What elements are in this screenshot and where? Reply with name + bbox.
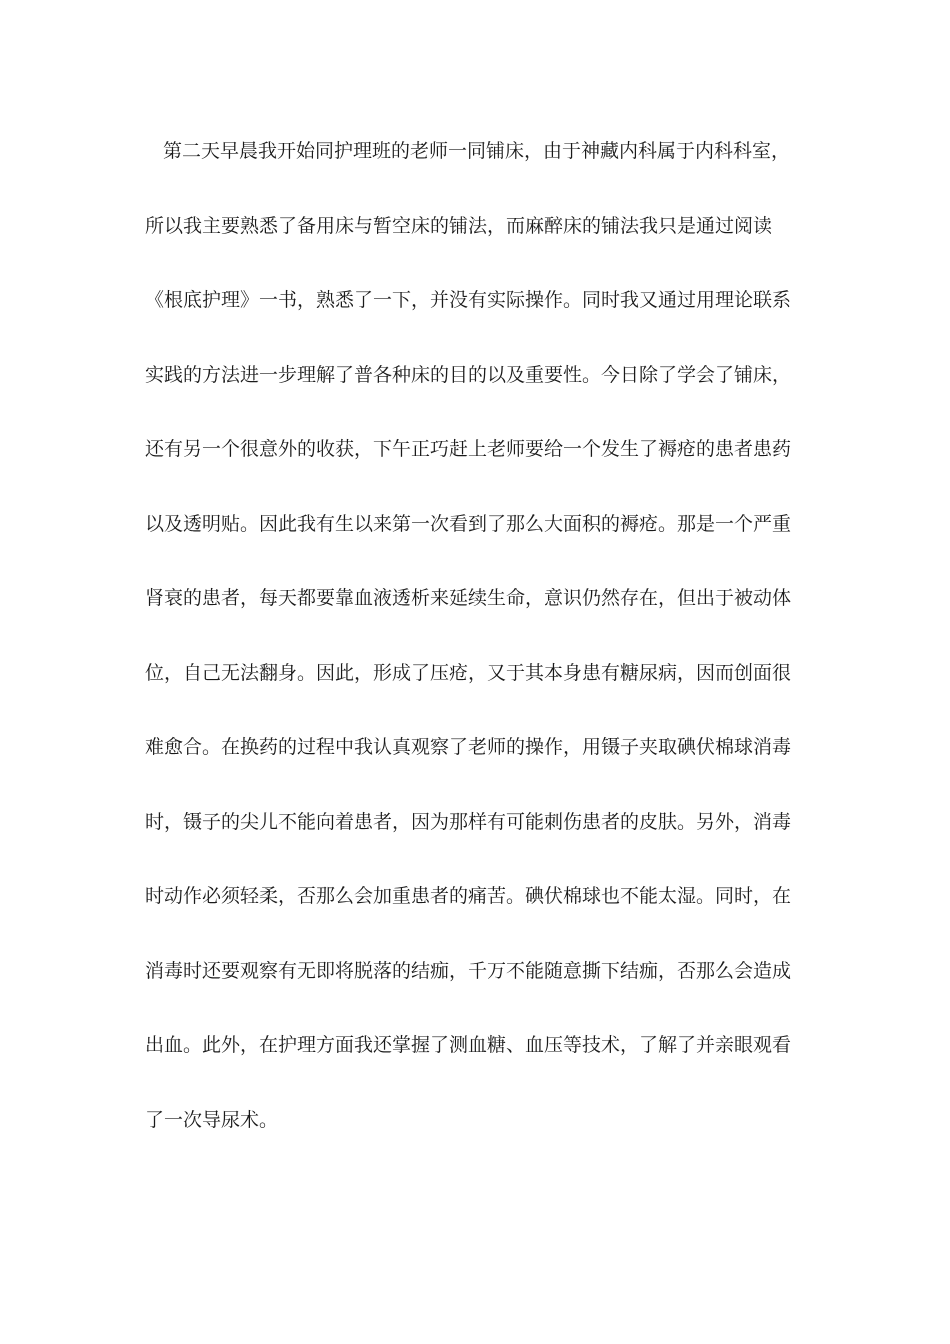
paragraph-line: 出血。此外，在护理方面我还掌握了测血糖、血压等技术，了解了并亲眼观看	[145, 1034, 792, 1056]
paragraph-line: 位，自己无法翻身。因此，形成了压疮，又于其本身患有糖尿病，因而创面很	[145, 661, 792, 684]
paragraph-line: 还有另一个很意外的收获，下午正巧赶上老师要给一个发生了褥疮的患者患药	[145, 438, 792, 460]
paragraph-line: 时动作必须轻柔，否那么会加重患者的痛苦。碘伏棉球也不能太湿。同时，在	[145, 885, 792, 907]
paragraph-line: 了一次导尿术。	[145, 1108, 279, 1131]
paragraph-line: 实践的方法进一步理解了普各种床的目的以及重要性。今日除了学会了铺床，	[145, 363, 792, 386]
body-paragraph	[145, 133, 805, 1176]
paragraph-line: 以及透明贴。因此我有生以来第一次看到了那么大面积的褥疮。那是一个严重	[145, 512, 792, 535]
paragraph-line: 《根底护理》一书，熟悉了一下，并没有实际操作。同时我又通过用理论联系	[145, 289, 792, 311]
paragraph-line: 所以我主要熟悉了备用床与暂空床的铺法，而麻醉床的铺法我只是通过阅读	[145, 214, 773, 237]
paragraph-line: 难愈合。在换药的过程中我认真观察了老师的操作，用镊子夹取碘伏棉球消毒	[145, 736, 792, 758]
paragraph-line: 消毒时还要观察有无即将脱落的结痂，千万不能随意撕下结痂，否那么会造成	[145, 959, 792, 982]
paragraph-line: 时，镊子的尖儿不能向着患者，因为那样有可能刺伤患者的皮肤。另外，消毒	[145, 810, 792, 833]
paragraph-line: 肾衰的患者，每天都要靠血液透析来延续生命，意识仍然存在，但出于被动体	[145, 587, 792, 609]
paragraph-line: 第二天早晨我开始同护理班的老师一同铺床，由于神藏内科属于内科科室，	[163, 140, 791, 162]
